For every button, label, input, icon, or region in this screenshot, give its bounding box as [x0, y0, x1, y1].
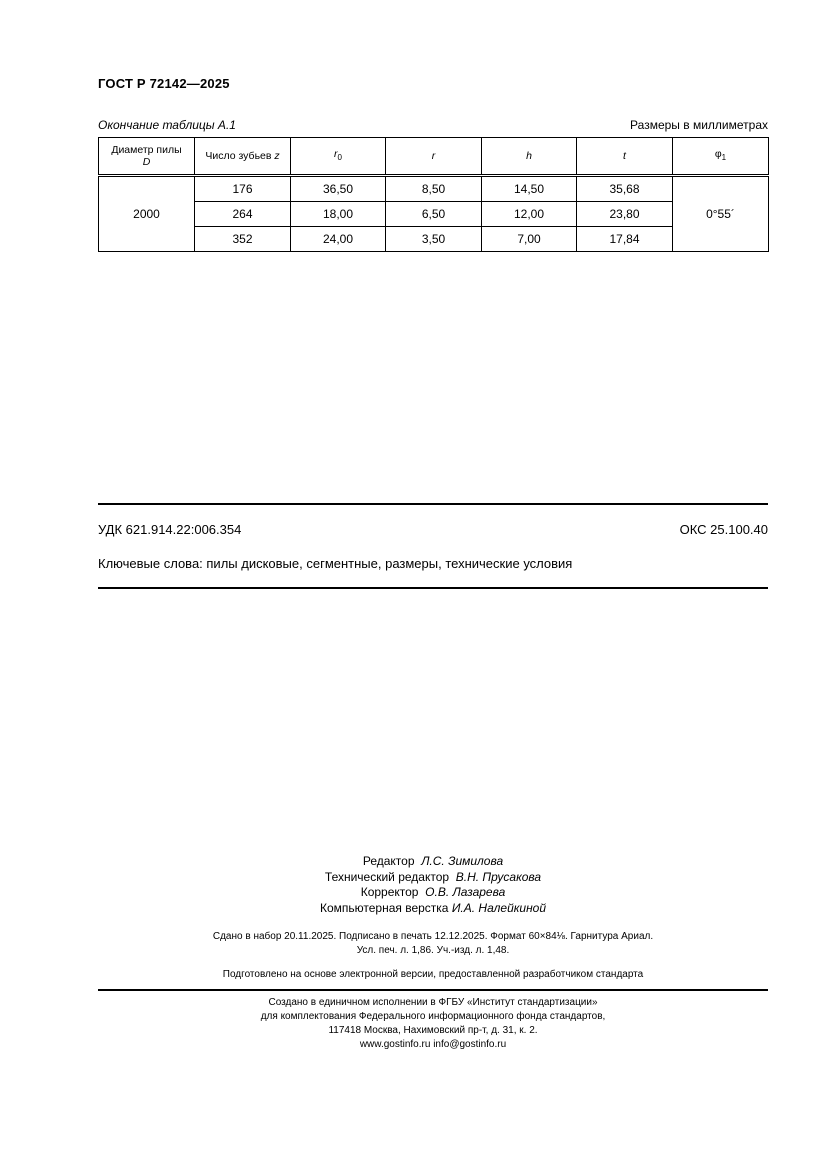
cell-phi: 0°55´ [673, 176, 769, 252]
print-info-line2: Усл. печ. л. 1,86. Уч.-изд. л. 1,48. [356, 945, 510, 956]
header-teeth-label: Число зубьев [205, 150, 275, 162]
cell-diameter: 2000 [99, 176, 195, 252]
publisher-links: www.gostinfo.ru info@gostinfo.ru [359, 1039, 507, 1050]
layout-role: Компьютерная верстка [319, 900, 449, 915]
cell-r: 6,50 [386, 202, 482, 227]
table-units-note: Размеры в миллиметрах [630, 118, 768, 132]
credits-block [98, 854, 768, 916]
header-h-symbol: h [526, 150, 532, 162]
cell-t: 17,84 [577, 227, 673, 252]
header-phi [673, 138, 769, 176]
header-r0 [291, 138, 386, 176]
cell-t: 35,68 [577, 176, 673, 202]
cell-h: 12,00 [482, 202, 577, 227]
divider-bottom [98, 587, 768, 589]
cell-r: 3,50 [386, 227, 482, 252]
header-t-symbol: t [623, 150, 626, 162]
corrector-name: О.В. Лазарева [425, 885, 506, 899]
cell-r: 8,50 [386, 176, 482, 202]
layout-name: И.А. Налейкиной [451, 900, 547, 915]
tech-editor-name: В.Н. Прусакова [455, 869, 542, 884]
cell-r0: 18,00 [291, 202, 386, 227]
table-caption: Окончание таблицы А.1 [98, 118, 236, 132]
cell-z: 264 [195, 202, 291, 227]
header-t [577, 138, 673, 176]
cell-z: 176 [195, 176, 291, 202]
header-r0-symbol: r [334, 147, 338, 160]
document-title: ГОСТ Р 72142—2025 [98, 76, 230, 91]
header-r [386, 138, 482, 176]
publisher-line2: для комплектования Федерального информационного фонда стандартов, [260, 1011, 606, 1022]
keywords: Ключевые слова: пилы дисковые, сегментные, размеры, технические условия [98, 556, 573, 571]
table-row [99, 202, 769, 227]
header-phi-symbol: φ [714, 147, 722, 160]
header-h [482, 138, 577, 176]
publisher-line1: Создано в единичном исполнении в ФГБУ «Институт стандартизации» [268, 997, 598, 1008]
oks-code: ОКС 25.100.40 [679, 522, 768, 537]
print-info-line1: Сдано в набор 20.11.2025. Подписано в печать 12.12.2025. Формат 60×84⅛. Гарнитура Ариал. [212, 931, 654, 942]
corrector-role: Корректор [360, 885, 419, 899]
cell-z: 352 [195, 227, 291, 252]
prepared-note: Подготовлено на основе электронной версии, предоставленной разработчиком стандарта [222, 969, 644, 980]
cell-h: 14,50 [482, 176, 577, 202]
cell-t: 23,80 [577, 202, 673, 227]
udk-code: УДК 621.914.22:006.354 [98, 522, 242, 537]
tech-editor-role: Технический редактор [324, 869, 450, 884]
print-info [98, 930, 768, 958]
table-row [99, 176, 769, 202]
cell-h: 7,00 [482, 227, 577, 252]
header-r0-subscript: 0 [337, 153, 342, 163]
cell-r0: 24,00 [291, 227, 386, 252]
editor-name: Л.С. Зимилова [421, 854, 504, 868]
publisher-info [98, 996, 768, 1052]
editor-role: Редактор [362, 854, 415, 868]
header-teeth-symbol: z [274, 150, 280, 162]
publisher-line3: 117418 Москва, Нахимовский пр-т, д. 31, к. 2. [328, 1025, 538, 1036]
header-diameter [99, 138, 195, 176]
divider-top [98, 503, 768, 505]
header-r-symbol: r [431, 150, 436, 162]
cell-r0: 36,50 [291, 176, 386, 202]
header-diameter-label: Диаметр пилы [111, 144, 182, 156]
divider-footer [98, 989, 768, 991]
header-phi-subscript: 1 [721, 153, 727, 163]
header-teeth [195, 138, 291, 176]
header-diameter-symbol: D [142, 156, 151, 168]
dimensions-table [98, 137, 769, 252]
table-header-row [99, 138, 769, 176]
table-row [99, 227, 769, 252]
